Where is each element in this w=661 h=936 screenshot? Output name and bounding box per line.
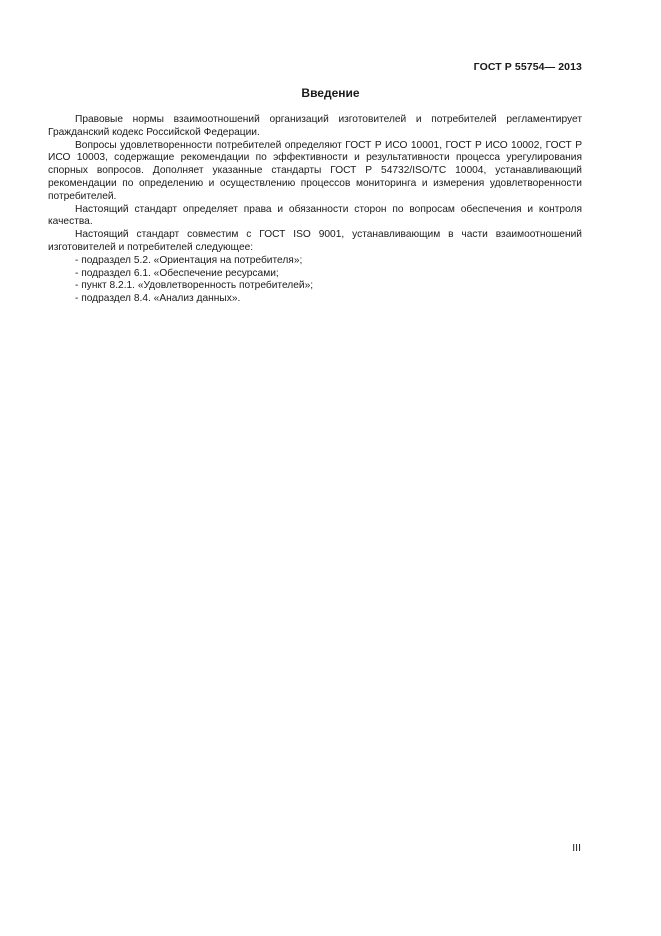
list-item: - подраздел 6.1. «Обеспечение ресурсами; <box>75 267 279 279</box>
page-number: III <box>572 842 581 854</box>
paragraph-customer-satisfaction: Вопросы удовлетворенности потребителей определяют ГОСТ Р ИСО 10001, ГОСТ Р ИСО 10002, ГОСТ Р ИСО 10003, содержащие рекомендации по эффективности и результативности процесса урегулирования спорных вопросов. Дополняет указанные стандарты ГОСТ Р 54732/ISO/TC 10004, устанавливающий рекомендации по определению и осуществлению процессов мониторинга и измерения удовлетворенности потребителей. <box>48 139 582 202</box>
list-item: - подраздел 8.4. «Анализ данных». <box>75 293 241 305</box>
clause-list <box>48 255 582 306</box>
section-title: Введение <box>301 86 360 100</box>
paragraph-legal-norms: Правовые нормы взаимоотношений организаций изготовителей и потребителей регламентирует Гражданский кодекс Российской Федерации. <box>48 114 582 138</box>
paragraph-rights-obligations: Настоящий стандарт определяет права и обязанности сторон по вопросам обеспечения и контроля качества. <box>48 203 582 228</box>
paragraph-iso-compatibility: Настоящий стандарт совместим с ГОСТ ISO 9001, устанавливающим в части взаимоотношений изготовителей и потребителей следующее: <box>48 229 582 253</box>
section-body <box>48 114 582 306</box>
standard-designation: ГОСТ Р 55754— 2013 <box>473 61 582 73</box>
list-item: - пункт 8.2.1. «Удовлетворенность потребителей»; <box>75 280 314 292</box>
list-item: - подраздел 5.2. «Ориентация на потребителя»; <box>75 254 303 266</box>
